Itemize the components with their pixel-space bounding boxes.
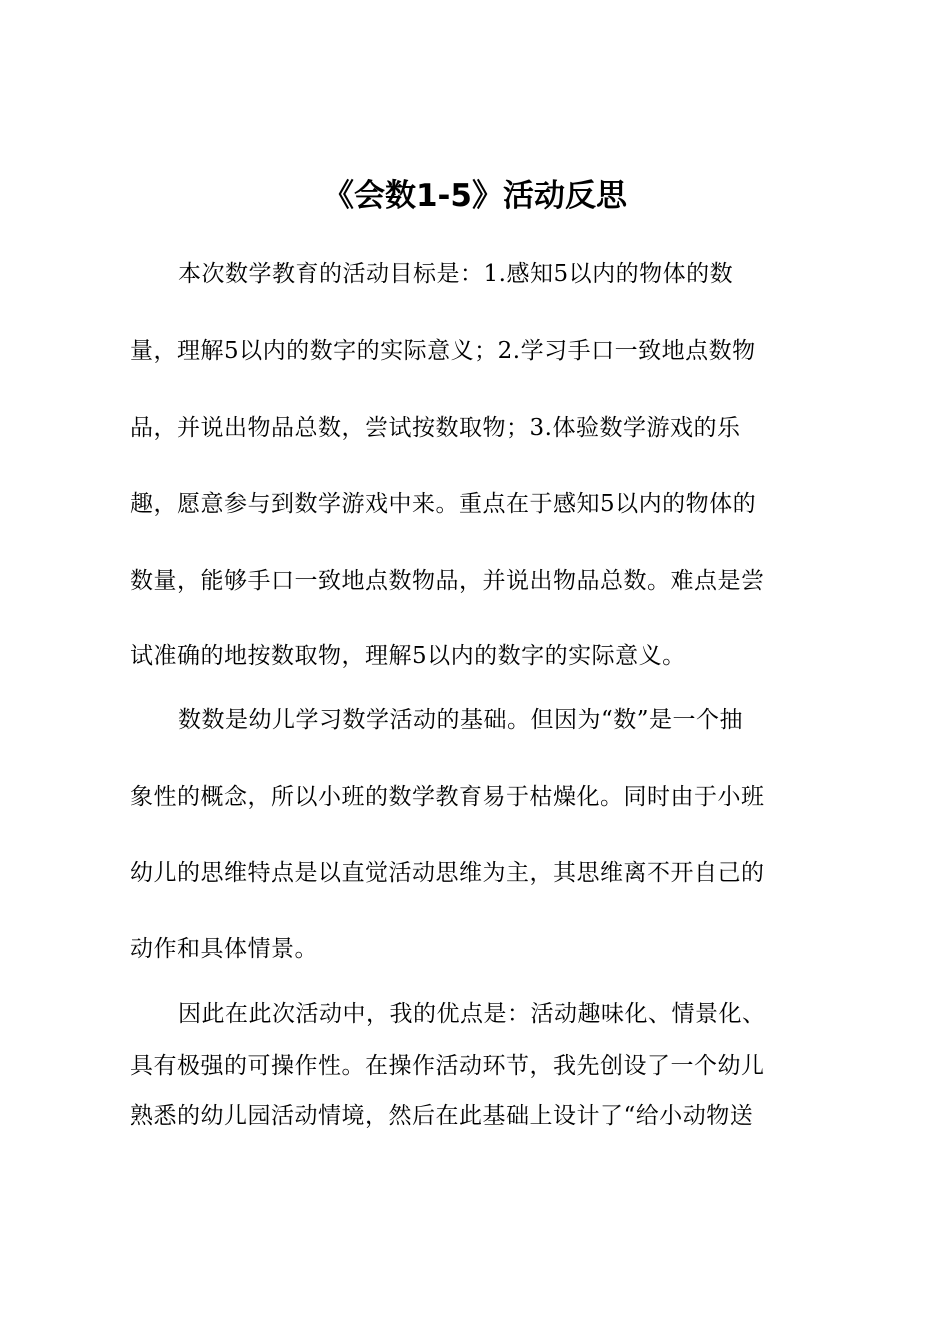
paragraph-1-line-4: 趣，愿意参与到数学游戏中来。重点在于感知5以内的物体的: [130, 491, 757, 517]
paragraph-1-line-1: 本次数学教育的活动目标是：1.感知5以内的物体的数: [178, 261, 734, 287]
paragraph-3-line-1: 因此在此次活动中，我的优点是：活动趣味化、情景化、: [178, 1001, 766, 1027]
paragraph-2-line-1: 数数是幼儿学习数学活动的基础。但因为“数”是一个抽: [178, 707, 744, 733]
paragraph-1-line-3: 品，并说出物品总数，尝试按数取物；3.体验数学游戏的乐: [130, 415, 741, 441]
paragraph-1-line-2: 量，理解5以内的数字的实际意义；2.学习手口一致地点数物: [130, 338, 756, 364]
paragraph-3-line-3: 熟悉的幼儿园活动情境，然后在此基础上设计了“给小动物送: [130, 1103, 754, 1129]
document-title: 《会数1-5》活动反思: [322, 178, 627, 214]
paragraph-1-line-6: 试准确的地按数取物，理解5以内的数字的实际意义。: [130, 643, 686, 669]
paragraph-3-line-2: 具有极强的可操作性。在操作活动环节，我先创设了一个幼儿: [130, 1053, 765, 1079]
paragraph-1-line-5: 数量，能够手口一致地点数物品，并说出物品总数。难点是尝: [130, 568, 765, 594]
paragraph-2-line-3: 幼儿的思维特点是以直觉活动思维为主，其思维离不开自己的: [130, 860, 765, 886]
paragraph-2-line-4: 动作和具体情景。: [130, 936, 318, 962]
paragraph-2-line-2: 象性的概念，所以小班的数学教育易于枯燥化。同时由于小班: [130, 784, 765, 810]
